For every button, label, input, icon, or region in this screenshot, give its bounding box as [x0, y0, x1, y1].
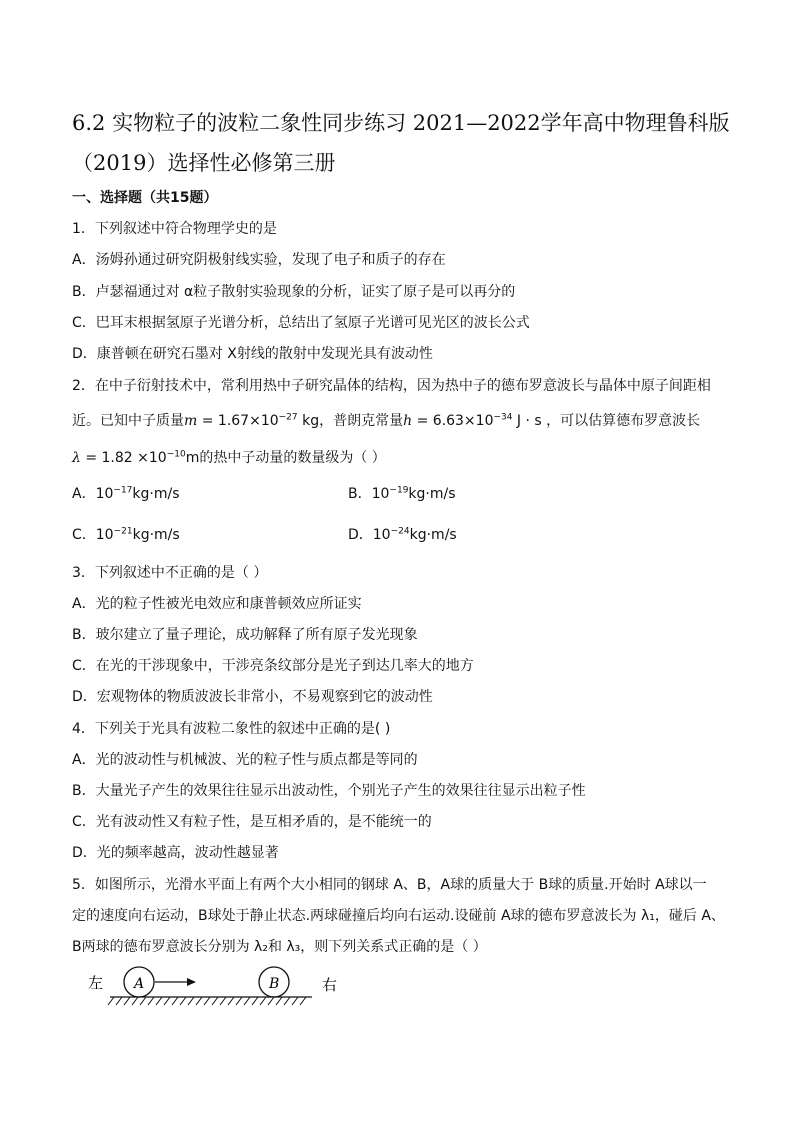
lambda-value: = 1.82 ×10	[80, 450, 167, 466]
mass-value: = 1.67×10	[197, 413, 279, 429]
lambda-tail: m的热中子动量的数量级为（ ）	[185, 450, 386, 466]
q4-option-c: C．光有波动性又有粒子性，是互相矛盾的，是不能统一的	[72, 814, 432, 830]
q3-option-b: B．玻尔建立了量子理论，成功解释了所有原子发光现象	[72, 627, 418, 643]
q2-c-prefix: C．10	[72, 527, 114, 543]
q1-stem: 1．下列叙述中符合物理学史的是	[72, 221, 277, 237]
mass-symbol: m	[184, 413, 198, 429]
right-label: 右	[322, 976, 338, 994]
planck-unit: J · s ，可以估算德布罗意波长	[512, 413, 701, 429]
q2-b-unit: kg·m/s	[408, 486, 456, 502]
collision-figure	[84, 960, 354, 1010]
q2-stem-line3	[72, 447, 386, 467]
q2-a-prefix: A．10	[72, 486, 114, 502]
mass-unit: kg，普朗克常量	[297, 413, 404, 429]
q5-stem-line3: B两球的德布罗意波长分别为 λ₂和 λ₃，则下列关系式正确的是（ ）	[72, 939, 487, 955]
q2-stem-line1: 2．在中子衍射技术中，常利用热中子研究晶体的结构，因为热中子的德布罗意波长与晶体中原子间距相	[72, 378, 711, 394]
planck-exponent: −34	[493, 412, 513, 423]
q3-option-d: D．宏观物体的物质波波长非常小，不易观察到它的波动性	[72, 689, 433, 705]
q3-option-c: C．在光的干涉现象中，干涉亮条纹部分是光子到达几率大的地方	[72, 658, 474, 674]
q1-option-a: A．汤姆孙通过研究阴极射线实验，发现了电子和质子的存在	[72, 252, 446, 268]
q5-stem-line2: 定的速度向右运动，B球处于静止状态.两球碰撞后均向右运动.设碰前 A球的德布罗意波长为 λ₁，碰后 A、	[72, 908, 725, 924]
mass-exponent: −27	[278, 412, 298, 423]
q2-d-unit: kg·m/s	[409, 527, 457, 543]
planck-symbol: h	[403, 413, 413, 429]
q2-option-a	[72, 483, 180, 503]
q5-stem-line1: 5．如图所示，光滑水平面上有两个大小相同的钢球 A、B，A球的质量大于 B球的质量.开始时 A球以一	[72, 877, 707, 893]
page-title: 6.2 实物粒子的波粒二象性同步练习 2021—2022学年高中物理鲁科版（2019）选择性必修第三册	[72, 111, 730, 175]
q2-d-exponent: −24	[390, 526, 410, 537]
q2-option-b	[348, 483, 456, 503]
q3-stem: 3．下列叙述中不正确的是（ ）	[72, 565, 268, 581]
lambda-symbol: λ	[72, 450, 81, 466]
q2-c-exponent: −21	[113, 526, 133, 537]
q1-option-b: B．卢瑟福通过对 α粒子散射实验现象的分析，证实了原子是可以再分的	[72, 284, 516, 300]
arrow-head	[187, 978, 196, 986]
section-heading: 一、选择题（共15题）	[72, 190, 218, 206]
q2-stem-text: 近。已知中子质量	[72, 413, 184, 429]
ground-hatching	[108, 997, 306, 1005]
q2-b-prefix: B．10	[348, 486, 390, 502]
q3-option-a: A．光的粒子性被光电效应和康普顿效应所证实	[72, 596, 362, 612]
ball-a-label: A	[134, 976, 145, 992]
q2-stem-line2	[72, 410, 700, 430]
planck-value: = 6.63×10	[412, 413, 494, 429]
left-label: 左	[88, 974, 104, 992]
q2-a-unit: kg·m/s	[132, 486, 180, 502]
q2-a-exponent: −17	[113, 485, 133, 496]
q4-stem: 4．下列关于光具有波粒二象性的叙述中正确的是( )	[72, 721, 391, 737]
q1-option-d: D．康普顿在研究石墨对 X射线的散射中发现光具有波动性	[72, 346, 433, 362]
q4-option-a: A．光的波动性与机械波、光的粒子性与质点都是等同的	[72, 752, 418, 768]
q2-option-c	[72, 524, 180, 544]
lambda-exponent: −10	[166, 449, 186, 460]
q2-b-exponent: −19	[389, 485, 409, 496]
q4-option-d: D．光的频率越高，波动性越显著	[72, 845, 279, 861]
q2-option-d	[348, 524, 457, 544]
q2-d-prefix: D．10	[348, 527, 391, 543]
q2-c-unit: kg·m/s	[132, 527, 180, 543]
q1-option-c: C．巴耳末根据氢原子光谱分析，总结出了氢原子光谱可见光区的波长公式	[72, 315, 530, 331]
q4-option-b: B．大量光子产生的效果往往显示出波动性，个别光子产生的效果往往显示出粒子性	[72, 783, 586, 799]
ball-b-label: B	[269, 976, 280, 992]
